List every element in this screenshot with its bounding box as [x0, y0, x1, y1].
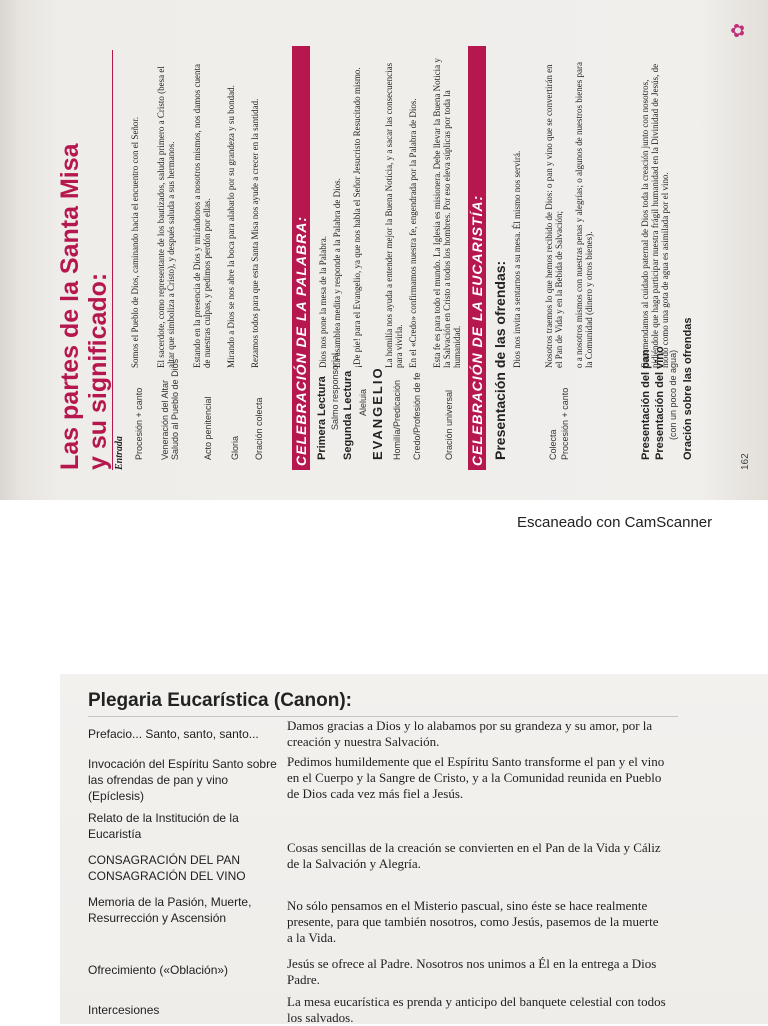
entrada-label: Oración colecta — [254, 397, 264, 460]
palabra-text: Dios nos pone la mesa de la Palabra. — [318, 236, 328, 368]
section-title: Plegaria Eucarística (Canon): — [88, 690, 352, 711]
palabra-label: Credo/Profesión de fe — [412, 372, 422, 460]
ofrendas-label: Presentación del vino — [654, 346, 666, 460]
entrada-text: Somos el Pueblo de Dios, caminando hacia el encuentro con el Señor. — [130, 116, 140, 368]
palabra-label: Salmo responsorial — [330, 352, 340, 430]
palabra-text: La homilía nos ayuda a entender mejor la Buena Noticia, y a sacar las consecuencias para vivirla. — [384, 62, 404, 368]
ofrendas-label: (con un poco de agua) — [668, 349, 678, 440]
entrada-label: Procesión + canto — [134, 387, 144, 460]
canon-row-label: Prefacio... Santo, santo, santo... — [88, 727, 259, 741]
palabra-text: Esta fe es para todo el mundo. La Iglesia es misionera. Debe llevar la Buena Noticia y la Salvación en Cristo a todos los hombres. Por eso eleva súplicas por toda la humanidad. — [432, 58, 462, 368]
entrada-label: Acto penitencial — [203, 396, 213, 460]
entrada-label: Saludo al Pueblo de Dios — [170, 358, 180, 460]
ofrendas-title: Presentación de las ofrendas: — [492, 260, 508, 460]
canon-row-text: No sólo pensamos en el Misterio pascual, sino éste se hace realmente presente, para que también nosotros, como Jesús, pasemos de la muerte a la Vida. — [287, 898, 659, 945]
ofrendas-text: Encomendamos al cuidado paternal de Dios toda la creación junto con nosotros, pidiéndole que haga participar nuestra frágil humanidad en la Divinidad de Jesús, de modo como una gota de agua es asimilada por el vino. — [640, 63, 670, 368]
section-band-palabra: CELEBRACIÓN DE LA PALABRA: — [292, 46, 310, 470]
canon-row-label: Ofrecimiento («Oblación») — [88, 963, 229, 977]
canon-row-label: Intercesiones — [88, 1003, 160, 1017]
page-number: 162 — [740, 453, 751, 470]
ofrendas-text: o a nosotros mismos con nuestras penas y alegrías; o algunos de nuestros bienes para la Comunidad (dinero y otros bienes). — [574, 62, 594, 368]
palabra-label: Aleluia — [358, 388, 368, 416]
ofrendas-label: Colecta — [548, 429, 558, 460]
flower-ornament-icon: ✿ — [728, 22, 749, 38]
section-entrada: Entrada — [114, 436, 125, 470]
entrada-text: El sacerdote, como representante de los bautizados, saluda primero a Cristo (besa el altar que simboliza a Cristo), y después saluda a sus hermanos. — [156, 66, 176, 368]
palabra-label: EVANGELIO — [370, 366, 385, 460]
canon-row-label: Relato de la Institución de la Eucaristía — [88, 811, 239, 841]
canon-row-label: Memoria de la Pasión, Muerte, Resurrección y Ascensión — [88, 895, 252, 925]
camscanner-watermark: Escaneado con CamScanner — [517, 514, 713, 531]
palabra-label: Homilía/Predicación — [392, 379, 402, 460]
section-band-eucaristia: CELEBRACIÓN DE LA EUCARISTÍA: — [468, 46, 486, 470]
canon-row-text: Cosas sencillas de la creación se convierten en el Pan de la Vida y Cáliz de la Salvación y Alegría. — [287, 840, 661, 871]
ofrendas-intro: Dios nos invita a sentarnos a su mesa. Él mismo nos servirá. — [512, 150, 522, 368]
ofrendas-label: Presentación del pan — [640, 349, 652, 460]
ofrendas-label: Procesión + canto — [560, 387, 570, 460]
palabra-text: ¡De pie! para el Evangelio, ya que nos habla el Señor Jesucristo Resucitado mismo. — [352, 67, 362, 368]
canon-row-text: La mesa eucarística es prenda y anticipo del banquete celestial con todos los salvados. — [287, 994, 666, 1025]
entrada-label: Gloria — [230, 435, 240, 460]
canon-row-text: Pedimos humildemente que el Espíritu Santo transforme el pan y el vino en el Cuerpo y la Sangre de Cristo, y a la Comunidad reunida en Pueblo de Dios cada vez más fiel a Jesús. — [287, 754, 665, 801]
scanned-page-top — [0, 0, 768, 500]
page-title-line2: y su significado: — [84, 272, 112, 470]
entrada-text: Rezamos todos para que esta Santa Misa nos ayude a crecer en la santidad. — [250, 98, 260, 368]
ofrendas-label: Oración sobre las ofrendas — [682, 317, 694, 460]
ofrendas-text: Nosotros traemos lo que hemos recibido de Dios: o pan y vino que se convertirán en el Pan de Vida y en la Bebida de Salvación; — [544, 64, 564, 368]
entrada-text: Mirando a Dios se nos abre la boca para alabarlo por su grandeza y su bondad. — [226, 85, 236, 368]
canon-row-label: CONSAGRACIÓN DEL PAN CONSAGRACIÓN DEL VINO — [88, 853, 246, 883]
page-title-line1: Las partes de la Santa Misa — [56, 143, 84, 470]
palabra-label: Segunda Lectura — [342, 370, 354, 460]
entrada-text: Estando en la presencia de Dios y mirándonos a nosotros mismos, nos damos cuenta de nuestras culpas, y pedimos perdón por ellas. — [192, 64, 212, 368]
entrada-label: Veneración del Altar — [160, 379, 170, 460]
scanned-page-bottom — [60, 674, 768, 1024]
palabra-label: Primera Lectura — [316, 376, 328, 460]
rotated-page-content — [0, 0, 768, 500]
canon-row-label: Invocación del Espíritu Santo sobre las ofrendas de pan y vino (Epíclesis) — [88, 757, 277, 803]
palabra-text: En el «Credo» confirmamos nuestra fe, engendrada por la Palabra de Dios. — [408, 98, 418, 368]
palabra-text: La asamblea medita y responde a la Palabra de Dios. — [332, 178, 342, 368]
title-divider — [88, 716, 678, 717]
canon-row-text: Jesús se ofrece al Padre. Nosotros nos unimos a Él en la entrega a Dios Padre. — [287, 956, 657, 987]
canon-row-text: Damos gracias a Dios y lo alabamos por su grandeza y su amor, por la creación y nuestra Salvación. — [287, 718, 653, 749]
title-divider — [112, 50, 113, 470]
palabra-label: Oración universal — [444, 389, 454, 460]
